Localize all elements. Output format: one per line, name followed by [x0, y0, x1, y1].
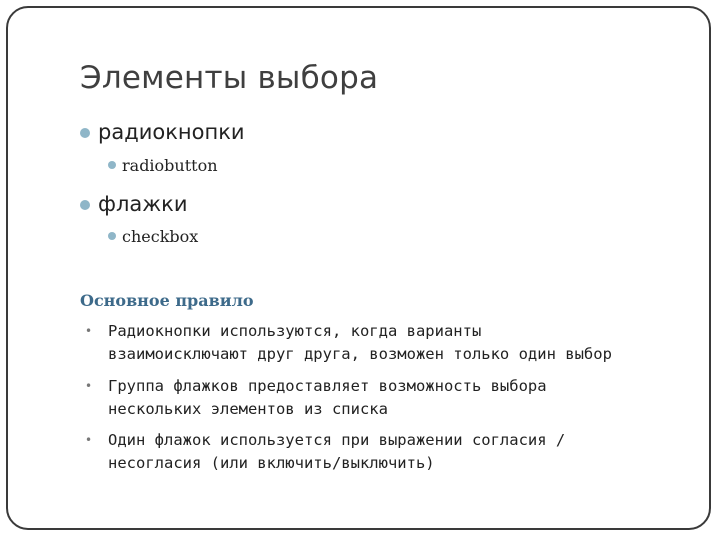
rule-point-2 — [108, 375, 547, 421]
list-item-checkbox: флажки — [98, 192, 188, 216]
rule-point-3-line2: несогласия (или включить/выключить) — [108, 454, 435, 472]
slide-title: Элементы выбора — [80, 60, 379, 96]
sub-bullet-dot-icon — [108, 232, 116, 240]
small-bullet-icon: • — [85, 379, 93, 393]
sub-bullet-dot-icon — [108, 161, 116, 169]
list-item-radio: радиокнопки — [98, 120, 245, 144]
sub-item-radiobutton: radiobutton — [122, 156, 218, 175]
rule-point-3 — [108, 429, 565, 475]
rule-point-3-line1: Один флажок используется при выражении согласия / — [108, 431, 566, 449]
rule-point-1-line1: Радиокнопки используются, когда варианты — [108, 322, 482, 340]
sub-item-checkbox: checkbox — [122, 227, 199, 246]
rule-heading: Основное правило — [80, 291, 254, 310]
small-bullet-icon: • — [85, 433, 93, 447]
rule-point-1 — [108, 320, 612, 366]
bullet-dot-icon — [80, 128, 90, 138]
rule-point-1-line2: взаимоисключают друг друга, возможен только один выбор — [108, 345, 612, 363]
bullet-dot-icon — [80, 200, 90, 210]
rule-point-2-line2: нескольких элементов из списка — [108, 400, 388, 418]
small-bullet-icon: • — [85, 324, 93, 338]
rule-point-2-line1: Группа флажков предоставляет возможность выбора — [108, 377, 547, 395]
